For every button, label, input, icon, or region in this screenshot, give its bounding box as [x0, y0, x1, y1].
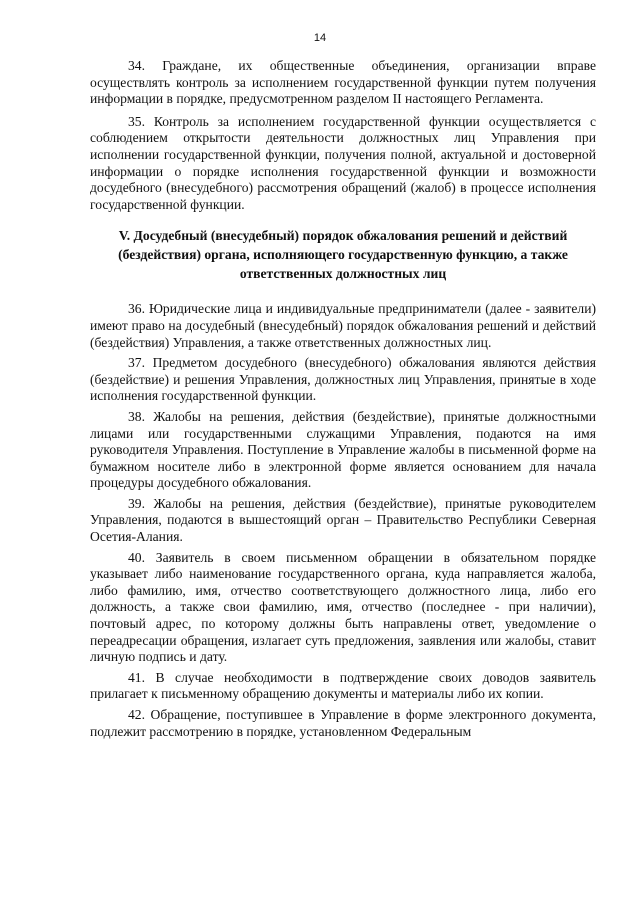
paragraph-42: 42. Обращение, поступившее в Управление в форме электронного документа, подлежит рассмотрению в порядке, установленном Федеральным: [90, 707, 596, 739]
paragraph-37: 37. Предметом досудебного (внесудебного) обжалования являются действия (бездействие) и решения Управления, должностных лиц Управления, принятые в ходе исполнения государственной функции.: [90, 355, 596, 404]
paragraph-40: 40. Заявитель в своем письменном обращении в обязательном порядке указывает либо наименование государственного органа, куда направляется жалоба, либо фамилию, имя, отчество соответствующего должностного лица, либо его должность, а также свои фамилию, имя, отчество (последнее - при наличии), почтовый адрес, по которому должны быть направлены ответ, уведомление о переадресации обращения, излагает суть предложения, заявления или жалобы, ставит личную подпись и дату.: [90, 549, 596, 665]
paragraph-38: 38. Жалобы на решения, действия (бездействие), принятые должностными лицами или государственными служащими Управления, подаются на имя руководителя Управления. Поступление в Управление жалобы в письменной форме на бумажном носителе либо в электронной форме является основанием для начала процедуры досудебного обжалования.: [90, 408, 596, 491]
section-heading: V. Досудебный (внесудебный) порядок обжалования решений и действий (бездействия) органа, исполняющего государственную функцию, а также ответственных должностных лиц: [118, 228, 568, 282]
paragraph-39: 39. Жалобы на решения, действия (бездействие), принятые руководителем Управления, подаются в вышестоящий орган – Правительство Республики Северная Осетия-Алания.: [90, 495, 596, 545]
page-content: [90, 58, 596, 744]
paragraph-35: 35. Контроль за исполнением государственной функции осуществляется с соблюдением открытости деятельности должностных лиц Управления при исполнении государственной функции, получения полной, актуальной и достоверной информации о порядке исполнения государственной функции и возможности досудебного (внесудебного) рассмотрения обращений (жалоб) в процессе исполнения государственной функции.: [90, 113, 596, 212]
paragraph-41: 41. В случае необходимости в подтверждение своих доводов заявитель прилагает к письменному обращению документы и материалы либо их копии.: [90, 669, 596, 702]
page-number: 14: [313, 32, 327, 44]
paragraph-36: 36. Юридические лица и индивидуальные предприниматели (далее - заявители) имеют право на досудебный (внесудебный) порядок обжалования решений и действий (бездействия) Управления, а также ответственных должностных лиц.: [90, 301, 596, 350]
paragraph-34: 34. Граждане, их общественные объединения, организации вправе осуществлять контроль за исполнением государственной функции путем получения информации в порядке, предусмотренном разделом II настоящего Регламента.: [90, 58, 596, 107]
